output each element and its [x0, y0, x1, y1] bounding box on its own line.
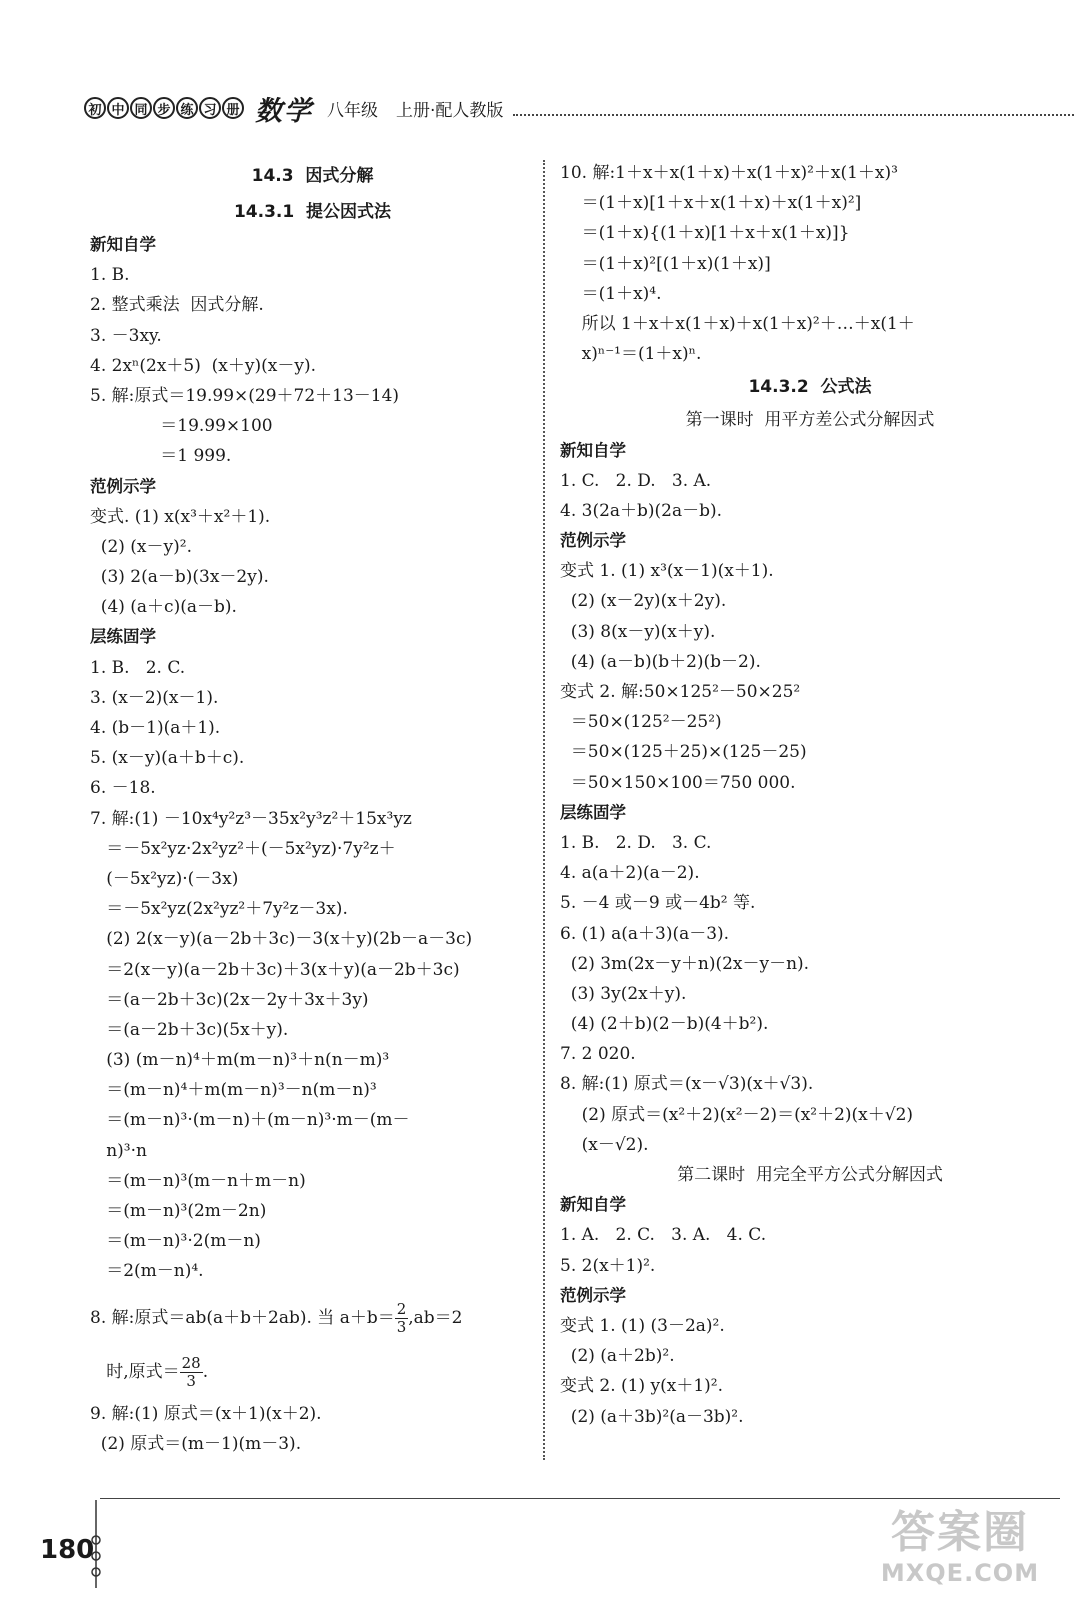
answer-line: n)³·n	[90, 1140, 147, 1161]
section-title: 14.3.2 公式法	[748, 377, 872, 398]
series-name	[84, 97, 245, 119]
fraction-denominator: 3	[186, 1371, 196, 1390]
fraction-numerator: 2	[396, 1299, 407, 1318]
answer-line: ＝2(m－n)⁴.	[90, 1261, 204, 1282]
answer-line: 变式 1. (1) (3－2a)².	[560, 1315, 725, 1336]
series-char: 中	[107, 97, 129, 119]
answer-line: ＝(a－2b＋3c)(5x＋y).	[90, 1019, 289, 1040]
subject-title: 数学	[255, 95, 313, 127]
answer-line: (2) (a＋3b)²(a－3b)².	[560, 1406, 744, 1427]
series-char: 步	[153, 97, 175, 119]
answer-line: 变式. (1) x(x³＋x²＋1).	[90, 506, 271, 527]
answer-line: (2) (a＋2b)².	[560, 1346, 675, 1367]
answer-line: 7. 2 020.	[560, 1044, 636, 1065]
answer-line: 6. (1) a(a＋3)(a－3).	[560, 923, 730, 944]
right-column-lines	[560, 158, 1060, 1432]
answer-line: 8. 解:(1) 原式＝(x－√3)(x＋√3).	[560, 1074, 814, 1095]
answer-line-q8b	[90, 1349, 535, 1395]
answer-line: ＝19.99×100	[90, 416, 273, 437]
answer-line: 1. B. 2. C.	[90, 657, 186, 678]
watermark	[860, 1508, 1060, 1598]
answer-line: 5. (x－y)(a＋b＋c).	[90, 748, 245, 769]
series-char: 练	[176, 97, 198, 119]
subsection-heading: 范例示学	[90, 476, 156, 496]
answer-line: (2) 原式＝(x²＋2)(x²－2)＝(x²＋2)(x＋√2)	[560, 1104, 914, 1125]
answer-line: ＝(1＋x)²[(1＋x)(1＋x)]	[560, 253, 771, 274]
answer-line: 1. B.	[90, 265, 130, 286]
page-number: 180	[40, 1535, 95, 1565]
answer-line: ＝1 999.	[90, 446, 232, 467]
answer-line: (2) (x－2y)(x＋2y).	[560, 591, 727, 612]
answer-line: ＝50×(125²－25²)	[560, 712, 722, 733]
page-header	[84, 86, 1074, 130]
subsection-heading: 范例示学	[560, 531, 626, 551]
answer-line: (4) (2＋b)(2－b)(4＋b²).	[560, 1014, 769, 1035]
subsection-heading: 层练固学	[560, 802, 626, 822]
answer-line: (4) (a－b)(b＋2)(b－2).	[560, 651, 761, 672]
answer-line: 6. －18.	[90, 778, 156, 799]
answer-line: ＝(a－2b＋3c)(2x－2y＋3x＋3y)	[90, 989, 369, 1010]
answer-line: 1. B. 2. D. 3. C.	[560, 832, 712, 853]
subsection-heading: 范例示学	[560, 1285, 626, 1305]
volume-label: 上册·配人教版	[396, 100, 504, 121]
answer-line: 4. 3(2a＋b)(2a－b).	[560, 500, 723, 521]
answer-line: 4. 2xⁿ(2x＋5) (x＋y)(x－y).	[90, 355, 316, 376]
answer-line: ＝(m－n)³(m－n＋m－n)	[90, 1170, 306, 1191]
answer-line: 3. (x－2)(x－1).	[90, 687, 219, 708]
answer-line: ＝(m－n)³(2m－2n)	[90, 1201, 267, 1221]
answer-line: 9. 解:(1) 原式＝(x＋1)(x＋2).	[90, 1403, 322, 1424]
q8-text-d: .	[202, 1361, 209, 1382]
column-divider	[543, 160, 545, 1460]
answer-line: 2. 整式乘法 因式分解.	[90, 295, 264, 316]
answer-line: 第一课时 用平方差公式分解因式	[685, 410, 935, 431]
left-column	[90, 158, 535, 1459]
left-column-tail	[90, 1399, 535, 1459]
answer-line: (4) (a＋c)(a－b).	[90, 597, 237, 618]
answer-line: ＝2(x－y)(a－2b＋3c)＋3(x＋y)(a－2b＋3c)	[90, 959, 460, 980]
fraction-numerator: 28	[181, 1353, 201, 1372]
answer-line: ＝－5x²yz·2x²yz²＋(－5x²yz)·7y²z＋	[90, 838, 396, 859]
answer-line: 5. －4 或－9 或－4b² 等.	[560, 893, 756, 914]
answer-line: 7. 解:(1) －10x⁴y²z³－35x²y³z²＋15x³yz	[90, 808, 412, 829]
fraction-denominator: 3	[396, 1317, 407, 1336]
series-char: 册	[222, 97, 244, 119]
answer-line: 5. 解:原式＝19.99×(29＋72＋13－14)	[90, 385, 400, 406]
q8-text-a: 8. 解:原式＝ab(a＋b＋2ab). 当 a＋b＝	[90, 1307, 395, 1328]
answer-line: ＝(1＋x){(1＋x)[1＋x＋x(1＋x)]}	[560, 223, 850, 244]
subsection-heading: 新知自学	[560, 1195, 626, 1215]
header-dotted-rule	[513, 100, 1074, 116]
answer-line: 1. A. 2. C. 3. A. 4. C.	[560, 1225, 767, 1246]
answer-line: 1. C. 2. D. 3. A.	[560, 470, 712, 491]
answer-line: (2) (x－y)².	[90, 536, 192, 557]
answer-line: (2) 2(x－y)(a－2b＋3c)－3(x＋y)(2b－a－3c)	[90, 929, 473, 950]
answer-line: (3) 8(x－y)(x＋y).	[560, 621, 716, 642]
answer-line: 变式 1. (1) x³(x－1)(x＋1).	[560, 561, 774, 582]
right-column	[560, 158, 1060, 1432]
answer-line: 5. 2(x＋1)².	[560, 1255, 656, 1276]
series-char: 同	[130, 97, 152, 119]
answer-line: (3) 3y(2x＋y).	[560, 983, 687, 1004]
answer-line: 4. a(a＋2)(a－2).	[560, 863, 700, 884]
subsection-heading: 层练固学	[90, 627, 156, 647]
answer-line: (3) (m－n)⁴＋m(m－n)³＋n(n－m)³	[90, 1050, 390, 1071]
answer-line: (－5x²yz)·(－3x)	[90, 868, 239, 889]
answer-line: ＝(1＋x)[1＋x＋x(1＋x)＋x(1＋x)²]	[560, 193, 862, 214]
grade-label: 八年级	[327, 100, 378, 121]
answer-line-q8a	[90, 1295, 535, 1341]
answer-line: (2) 原式＝(m－1)(m－3).	[90, 1433, 302, 1454]
answer-line: ＝(m－n)³·(m－n)＋(m－n)³·m－(m－	[90, 1110, 410, 1131]
answer-line: x)ⁿ⁻¹＝(1＋x)ⁿ.	[560, 344, 702, 365]
section-title: 14.3 因式分解	[251, 166, 374, 186]
answer-line: ＝(m－n)³·2(m－n)	[90, 1231, 261, 1252]
answer-line: 变式 2. 解:50×125²－50×25²	[560, 682, 801, 702]
answer-line: 3. －3xy.	[90, 325, 162, 346]
footer-rule	[100, 1498, 1060, 1499]
answer-line: ＝(1＋x)⁴.	[560, 283, 662, 304]
answer-line: 第二课时 用完全平方公式分解因式	[677, 1165, 943, 1185]
answer-line: 变式 2. (1) y(x＋1)².	[560, 1376, 724, 1397]
answer-line: (x－√2).	[560, 1134, 649, 1155]
fraction-28-thirds	[180, 1353, 203, 1390]
answer-line: (2) 3m(2x－y＋n)(2x－y－n).	[560, 953, 810, 974]
fraction-two-thirds	[395, 1299, 409, 1336]
answer-line: 所以 1＋x＋x(1＋x)＋x(1＋x)²＋…＋x(1＋	[560, 313, 915, 334]
series-char: 初	[84, 97, 106, 119]
answer-line: 4. (b－1)(a＋1).	[90, 718, 221, 738]
watermark-logo: 答案圈	[891, 1507, 1029, 1558]
answer-line: ＝－5x²yz(2x²yz²＋7y²z－3x).	[90, 899, 348, 920]
series-char: 习	[199, 97, 221, 119]
answer-line: 10. 解:1＋x＋x(1＋x)＋x(1＋x)²＋x(1＋x)³	[560, 163, 898, 183]
left-column-lines	[90, 158, 535, 1287]
answer-line: ＝50×150×100＝750 000.	[560, 772, 796, 793]
answer-line: (3) 2(a－b)(3x－2y).	[90, 567, 269, 588]
q8-text-c: 时,原式＝	[90, 1361, 180, 1382]
subsection-heading: 新知自学	[560, 440, 626, 460]
answer-line: ＝50×(125＋25)×(125－25)	[560, 742, 807, 763]
subsection-heading: 新知自学	[90, 235, 156, 254]
q8-text-b: ,ab＝2	[408, 1307, 463, 1328]
answer-line: ＝(m－n)⁴＋m(m－n)³－n(m－n)³	[90, 1080, 377, 1101]
section-title: 14.3.1 提公因式法	[233, 202, 392, 222]
watermark-url: MXQE.COM	[880, 1559, 1040, 1587]
